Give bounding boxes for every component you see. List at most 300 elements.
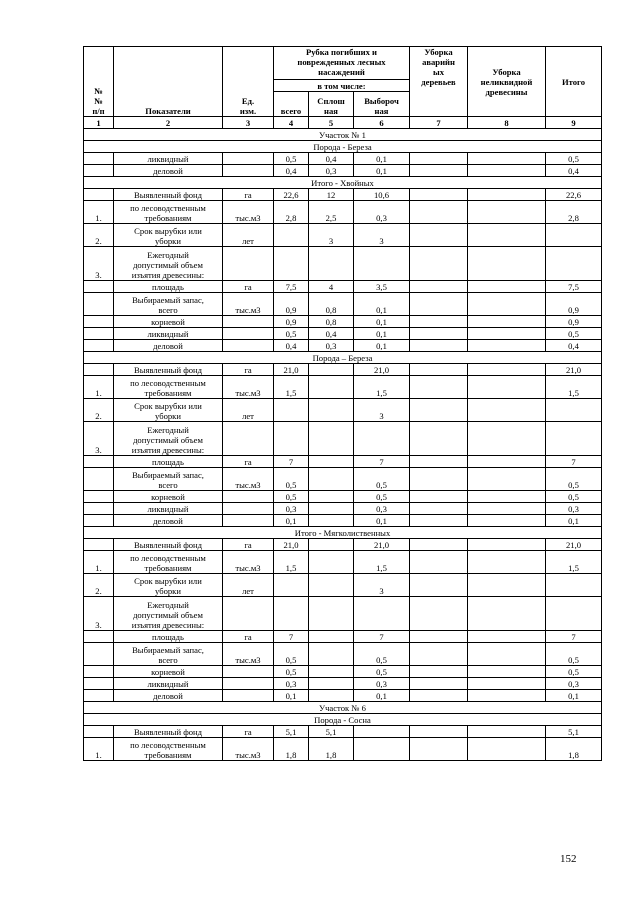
row-total-cell <box>546 399 602 422</box>
section-title: Порода - Сосна <box>84 714 602 726</box>
table-row <box>84 726 602 738</box>
table-row <box>84 539 602 551</box>
total-cell: 7 <box>274 456 309 468</box>
unit-cell: тыс.м3 <box>223 551 274 574</box>
selective-felling-cell: 7 <box>354 456 410 468</box>
indicator-cell: деловой <box>114 690 223 702</box>
forest-felling-table <box>83 46 602 761</box>
table-row <box>84 690 602 702</box>
selective-felling-cell <box>354 597 410 631</box>
indicator-cell: Ежегодный допустимый объем изъятия древесины: <box>114 422 223 456</box>
total-cell: 0,5 <box>274 491 309 503</box>
total-cell: 0,3 <box>274 503 309 515</box>
unit-cell <box>223 503 274 515</box>
illiquid-wood-cell <box>468 551 546 574</box>
illiquid-wood-cell <box>468 189 546 201</box>
row-total-cell <box>546 422 602 456</box>
header-index: 6 <box>354 117 410 129</box>
table-row <box>84 678 602 690</box>
row-total-cell: 2,8 <box>546 201 602 224</box>
unit-cell: тыс.м3 <box>223 468 274 491</box>
table-row <box>84 515 602 527</box>
unit-cell <box>223 316 274 328</box>
unit-cell <box>223 515 274 527</box>
emergency-trees-cell <box>410 666 468 678</box>
clear-felling-cell <box>309 690 354 702</box>
selective-felling-cell: 0,3 <box>354 201 410 224</box>
table-row <box>84 340 602 352</box>
row-number-cell <box>84 491 114 503</box>
row-total-cell: 21,0 <box>546 539 602 551</box>
table-row <box>84 422 602 456</box>
header-index: 2 <box>114 117 223 129</box>
row-number-cell <box>84 189 114 201</box>
total-cell: 1,8 <box>274 738 309 761</box>
header-emergency: Уборка аварийн ых деревьев <box>410 47 468 117</box>
illiquid-wood-cell <box>468 328 546 340</box>
table-row <box>84 503 602 515</box>
unit-cell: лет <box>223 224 274 247</box>
unit-cell <box>223 690 274 702</box>
emergency-trees-cell <box>410 364 468 376</box>
header-illiquid: Уборка неликвидной древесины <box>468 47 546 117</box>
unit-cell: га <box>223 456 274 468</box>
illiquid-wood-cell <box>468 574 546 597</box>
section-row <box>84 129 602 141</box>
illiquid-wood-cell <box>468 153 546 165</box>
row-total-cell: 0,5 <box>546 666 602 678</box>
emergency-trees-cell <box>410 328 468 340</box>
emergency-trees-cell <box>410 551 468 574</box>
row-total-cell: 0,5 <box>546 328 602 340</box>
row-number-cell: 1. <box>84 376 114 399</box>
emergency-trees-cell <box>410 491 468 503</box>
unit-cell <box>223 247 274 281</box>
row-total-cell: 0,9 <box>546 316 602 328</box>
row-number-cell: 1. <box>84 201 114 224</box>
row-total-cell: 0,5 <box>546 643 602 666</box>
indicator-cell: площадь <box>114 631 223 643</box>
row-total-cell: 0,5 <box>546 153 602 165</box>
selective-felling-cell: 3,5 <box>354 281 410 293</box>
indicator-cell: Выявленный фонд <box>114 539 223 551</box>
illiquid-wood-cell <box>468 738 546 761</box>
emergency-trees-cell <box>410 281 468 293</box>
unit-cell: тыс.м3 <box>223 293 274 316</box>
unit-cell <box>223 328 274 340</box>
row-total-cell: 22,6 <box>546 189 602 201</box>
section-title: Порода – Береза <box>84 352 602 364</box>
row-total-cell: 0,9 <box>546 293 602 316</box>
unit-cell: тыс.м3 <box>223 738 274 761</box>
row-total-cell <box>546 224 602 247</box>
header-index: 7 <box>410 117 468 129</box>
row-number-cell: 1. <box>84 551 114 574</box>
illiquid-wood-cell <box>468 281 546 293</box>
indicator-cell: Срок вырубки или уборки <box>114 574 223 597</box>
clear-felling-cell: 0,4 <box>309 153 354 165</box>
total-cell <box>274 422 309 456</box>
header-number: № № п/п <box>84 47 114 117</box>
table-row <box>84 491 602 503</box>
total-cell <box>274 399 309 422</box>
row-number-cell <box>84 165 114 177</box>
illiquid-wood-cell <box>468 247 546 281</box>
table-row <box>84 165 602 177</box>
illiquid-wood-cell <box>468 165 546 177</box>
total-cell: 0,1 <box>274 515 309 527</box>
row-number-cell: 3. <box>84 597 114 631</box>
row-number-cell <box>84 515 114 527</box>
clear-felling-cell: 0,8 <box>309 316 354 328</box>
header-selective-felling: Выбороч ная <box>354 92 410 117</box>
emergency-trees-cell <box>410 678 468 690</box>
clear-felling-cell: 1,8 <box>309 738 354 761</box>
total-cell: 1,5 <box>274 376 309 399</box>
indicator-cell: Выбираемый запас, всего <box>114 468 223 491</box>
total-cell <box>274 247 309 281</box>
emergency-trees-cell <box>410 503 468 515</box>
unit-cell: тыс.м3 <box>223 201 274 224</box>
row-number-cell <box>84 340 114 352</box>
row-number-cell <box>84 364 114 376</box>
total-cell: 21,0 <box>274 364 309 376</box>
row-total-cell <box>546 247 602 281</box>
header-including: в том числе: <box>274 80 410 92</box>
clear-felling-cell <box>309 666 354 678</box>
illiquid-wood-cell <box>468 468 546 491</box>
indicator-cell: ликвидный <box>114 678 223 690</box>
clear-felling-cell: 5,1 <box>309 726 354 738</box>
selective-felling-cell: 0,1 <box>354 153 410 165</box>
illiquid-wood-cell <box>468 201 546 224</box>
selective-felling-cell: 3 <box>354 574 410 597</box>
unit-cell <box>223 678 274 690</box>
selective-felling-cell <box>354 726 410 738</box>
illiquid-wood-cell <box>468 666 546 678</box>
section-title: Порода - Береза <box>84 141 602 153</box>
illiquid-wood-cell <box>468 515 546 527</box>
section-row <box>84 177 602 189</box>
indicator-cell: ликвидный <box>114 328 223 340</box>
row-number-cell: 3. <box>84 247 114 281</box>
indicator-cell: по лесоводственным требованиям <box>114 201 223 224</box>
row-total-cell: 1,5 <box>546 376 602 399</box>
table-row <box>84 551 602 574</box>
clear-felling-cell <box>309 539 354 551</box>
clear-felling-cell <box>309 678 354 690</box>
total-cell: 0,9 <box>274 293 309 316</box>
illiquid-wood-cell <box>468 376 546 399</box>
total-cell: 7 <box>274 631 309 643</box>
header-index: 3 <box>223 117 274 129</box>
illiquid-wood-cell <box>468 422 546 456</box>
illiquid-wood-cell <box>468 399 546 422</box>
emergency-trees-cell <box>410 515 468 527</box>
row-number-cell <box>84 678 114 690</box>
row-total-cell: 7 <box>546 456 602 468</box>
illiquid-wood-cell <box>468 491 546 503</box>
indicator-cell: корневой <box>114 316 223 328</box>
illiquid-wood-cell <box>468 631 546 643</box>
row-number-cell <box>84 643 114 666</box>
row-number-cell: 2. <box>84 224 114 247</box>
total-cell: 7,5 <box>274 281 309 293</box>
selective-felling-cell: 0,1 <box>354 340 410 352</box>
emergency-trees-cell <box>410 726 468 738</box>
selective-felling-cell: 0,1 <box>354 293 410 316</box>
total-cell: 5,1 <box>274 726 309 738</box>
section-row <box>84 527 602 539</box>
total-cell: 21,0 <box>274 539 309 551</box>
unit-cell <box>223 153 274 165</box>
table-row <box>84 328 602 340</box>
emergency-trees-cell <box>410 189 468 201</box>
row-total-cell: 1,5 <box>546 551 602 574</box>
table-row <box>84 247 602 281</box>
table-row <box>84 631 602 643</box>
total-cell: 0,5 <box>274 328 309 340</box>
header-clear-felling: Сплош ная <box>309 92 354 117</box>
table-row <box>84 316 602 328</box>
selective-felling-cell <box>354 738 410 761</box>
selective-felling-cell: 3 <box>354 399 410 422</box>
total-cell: 22,6 <box>274 189 309 201</box>
selective-felling-cell: 0,5 <box>354 491 410 503</box>
row-total-cell: 21,0 <box>546 364 602 376</box>
unit-cell <box>223 491 274 503</box>
row-number-cell <box>84 293 114 316</box>
emergency-trees-cell <box>410 539 468 551</box>
selective-felling-cell: 0,1 <box>354 165 410 177</box>
table-row <box>84 468 602 491</box>
unit-cell: га <box>223 189 274 201</box>
emergency-trees-cell <box>410 422 468 456</box>
clear-felling-cell: 0,3 <box>309 165 354 177</box>
header-row-1 <box>84 47 602 80</box>
section-row <box>84 141 602 153</box>
clear-felling-cell <box>309 376 354 399</box>
emergency-trees-cell <box>410 316 468 328</box>
section-row <box>84 702 602 714</box>
selective-felling-cell <box>354 422 410 456</box>
header-sum: Итого <box>546 47 602 117</box>
indicator-cell: Срок вырубки или уборки <box>114 224 223 247</box>
clear-felling-cell: 0,3 <box>309 340 354 352</box>
illiquid-wood-cell <box>468 726 546 738</box>
row-total-cell: 0,3 <box>546 503 602 515</box>
clear-felling-cell <box>309 597 354 631</box>
row-total-cell: 0,4 <box>546 340 602 352</box>
clear-felling-cell <box>309 515 354 527</box>
total-cell: 0,1 <box>274 690 309 702</box>
header-index: 8 <box>468 117 546 129</box>
illiquid-wood-cell <box>468 597 546 631</box>
clear-felling-cell <box>309 503 354 515</box>
table-row <box>84 456 602 468</box>
clear-felling-cell: 12 <box>309 189 354 201</box>
indicator-cell: площадь <box>114 281 223 293</box>
indicator-cell: деловой <box>114 515 223 527</box>
row-total-cell: 0,5 <box>546 491 602 503</box>
section-row <box>84 352 602 364</box>
header-felling-group: Рубка погибших и поврежденных лесных насаждений <box>274 47 410 80</box>
table-row <box>84 597 602 631</box>
clear-felling-cell <box>309 422 354 456</box>
row-number-cell <box>84 468 114 491</box>
emergency-trees-cell <box>410 224 468 247</box>
selective-felling-cell: 0,3 <box>354 503 410 515</box>
total-cell: 1,5 <box>274 551 309 574</box>
total-cell: 0,5 <box>274 666 309 678</box>
table-row <box>84 399 602 422</box>
header-unit: Ед. изм. <box>223 47 274 117</box>
indicator-cell: ликвидный <box>114 153 223 165</box>
emergency-trees-cell <box>410 738 468 761</box>
indicator-cell: корневой <box>114 491 223 503</box>
indicator-cell: корневой <box>114 666 223 678</box>
indicator-cell: площадь <box>114 456 223 468</box>
illiquid-wood-cell <box>468 316 546 328</box>
clear-felling-cell <box>309 491 354 503</box>
table-row <box>84 281 602 293</box>
selective-felling-cell: 3 <box>354 224 410 247</box>
page-number: 152 <box>560 853 577 865</box>
table-row <box>84 643 602 666</box>
illiquid-wood-cell <box>468 503 546 515</box>
unit-cell: лет <box>223 574 274 597</box>
emergency-trees-cell <box>410 631 468 643</box>
illiquid-wood-cell <box>468 456 546 468</box>
indicator-cell: деловой <box>114 165 223 177</box>
total-cell: 0,9 <box>274 316 309 328</box>
section-title: Участок № 1 <box>84 129 602 141</box>
section-title: Итого - Хвойных <box>84 177 602 189</box>
illiquid-wood-cell <box>468 643 546 666</box>
table-body <box>84 47 602 761</box>
row-total-cell <box>546 597 602 631</box>
indicator-cell: по лесоводственным требованиям <box>114 738 223 761</box>
clear-felling-cell <box>309 468 354 491</box>
emergency-trees-cell <box>410 247 468 281</box>
clear-felling-cell <box>309 551 354 574</box>
illiquid-wood-cell <box>468 224 546 247</box>
unit-cell: га <box>223 281 274 293</box>
emergency-trees-cell <box>410 597 468 631</box>
row-number-cell <box>84 631 114 643</box>
table-row <box>84 224 602 247</box>
header-indicators: Показатели <box>114 47 223 117</box>
section-row <box>84 714 602 726</box>
emergency-trees-cell <box>410 165 468 177</box>
row-total-cell: 0,3 <box>546 678 602 690</box>
indicator-cell: ликвидный <box>114 503 223 515</box>
unit-cell <box>223 597 274 631</box>
selective-felling-cell: 7 <box>354 631 410 643</box>
row-number-cell: 2. <box>84 574 114 597</box>
clear-felling-cell: 2,5 <box>309 201 354 224</box>
selective-felling-cell: 0,1 <box>354 515 410 527</box>
clear-felling-cell: 0,4 <box>309 328 354 340</box>
unit-cell: тыс.м3 <box>223 376 274 399</box>
emergency-trees-cell <box>410 574 468 597</box>
clear-felling-cell: 4 <box>309 281 354 293</box>
indicator-cell: Ежегодный допустимый объем изъятия древесины: <box>114 247 223 281</box>
table-row <box>84 574 602 597</box>
emergency-trees-cell <box>410 340 468 352</box>
header-index: 4 <box>274 117 309 129</box>
row-number-cell <box>84 456 114 468</box>
row-number-cell: 3. <box>84 422 114 456</box>
row-number-cell <box>84 281 114 293</box>
total-cell: 0,3 <box>274 678 309 690</box>
row-total-cell: 0,1 <box>546 690 602 702</box>
selective-felling-cell: 21,0 <box>354 364 410 376</box>
row-number-cell: 2. <box>84 399 114 422</box>
clear-felling-cell <box>309 574 354 597</box>
selective-felling-cell: 0,3 <box>354 678 410 690</box>
row-total-cell <box>546 574 602 597</box>
total-cell: 0,5 <box>274 643 309 666</box>
header-index: 9 <box>546 117 602 129</box>
emergency-trees-cell <box>410 468 468 491</box>
unit-cell: га <box>223 726 274 738</box>
table-row <box>84 666 602 678</box>
emergency-trees-cell <box>410 376 468 399</box>
total-cell <box>274 597 309 631</box>
row-number-cell <box>84 153 114 165</box>
table-row <box>84 189 602 201</box>
indicator-cell: Выбираемый запас, всего <box>114 643 223 666</box>
section-title: Итого - Мягколиственных <box>84 527 602 539</box>
unit-cell <box>223 422 274 456</box>
unit-cell: лет <box>223 399 274 422</box>
row-total-cell: 0,5 <box>546 468 602 491</box>
row-total-cell: 0,4 <box>546 165 602 177</box>
emergency-trees-cell <box>410 399 468 422</box>
selective-felling-cell: 0,1 <box>354 690 410 702</box>
emergency-trees-cell <box>410 293 468 316</box>
table-row <box>84 201 602 224</box>
total-cell: 2,8 <box>274 201 309 224</box>
header-index: 1 <box>84 117 114 129</box>
row-total-cell: 0,1 <box>546 515 602 527</box>
table-row <box>84 364 602 376</box>
row-number-cell <box>84 666 114 678</box>
clear-felling-cell <box>309 247 354 281</box>
clear-felling-cell <box>309 456 354 468</box>
selective-felling-cell: 0,1 <box>354 328 410 340</box>
emergency-trees-cell <box>410 201 468 224</box>
illiquid-wood-cell <box>468 340 546 352</box>
indicator-cell: Выявленный фонд <box>114 726 223 738</box>
indicator-cell: по лесоводственным требованиям <box>114 376 223 399</box>
row-number-cell <box>84 316 114 328</box>
total-cell <box>274 574 309 597</box>
row-number-cell <box>84 503 114 515</box>
unit-cell <box>223 340 274 352</box>
total-cell: 0,4 <box>274 340 309 352</box>
header-index-row <box>84 117 602 129</box>
illiquid-wood-cell <box>468 690 546 702</box>
emergency-trees-cell <box>410 153 468 165</box>
illiquid-wood-cell <box>468 539 546 551</box>
clear-felling-cell: 0,8 <box>309 293 354 316</box>
total-cell: 0,5 <box>274 468 309 491</box>
unit-cell: га <box>223 631 274 643</box>
indicator-cell: Выбираемый запас, всего <box>114 293 223 316</box>
indicator-cell: Выявленный фонд <box>114 189 223 201</box>
